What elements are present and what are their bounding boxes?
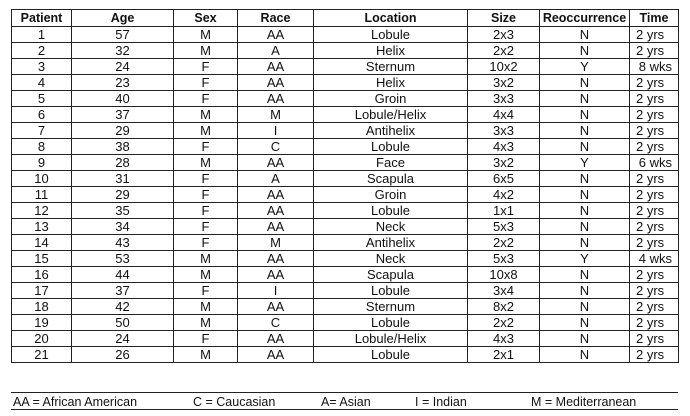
col-race-cell: AA	[238, 251, 314, 267]
col-reoccurrence-cell: N	[540, 123, 630, 139]
col-time-cell: 2 yrs	[630, 203, 679, 219]
col-race-cell: I	[238, 283, 314, 299]
col-race-cell: A	[238, 43, 314, 59]
col-location-header: Location	[314, 10, 468, 27]
col-location-cell: Lobule	[314, 139, 468, 155]
col-age-cell: 42	[72, 299, 174, 315]
col-time-cell: 2 yrs	[630, 299, 679, 315]
table-row	[12, 171, 679, 187]
col-size-cell: 5x3	[468, 219, 540, 235]
col-sex-cell: M	[174, 123, 238, 139]
col-size-cell: 3x2	[468, 155, 540, 171]
col-location-cell: Scapula	[314, 171, 468, 187]
col-sex-cell: M	[174, 107, 238, 123]
col-patient-cell: 9	[12, 155, 72, 171]
col-location-cell: Helix	[314, 43, 468, 59]
col-time-cell: 2 yrs	[630, 139, 679, 155]
col-sex-cell: F	[174, 219, 238, 235]
col-patient-cell: 17	[12, 283, 72, 299]
col-race-cell: AA	[238, 219, 314, 235]
table-row	[12, 75, 679, 91]
col-location-cell: Lobule	[314, 347, 468, 363]
legend-caucasian: C = Caucasian	[193, 395, 276, 409]
col-size-header: Size	[468, 10, 540, 27]
col-reoccurrence-cell: N	[540, 235, 630, 251]
table-row	[12, 219, 679, 235]
col-reoccurrence-cell: N	[540, 107, 630, 123]
col-sex-cell: F	[174, 203, 238, 219]
col-size-cell: 2x1	[468, 347, 540, 363]
col-reoccurrence-cell: N	[540, 43, 630, 59]
col-race-cell: AA	[238, 91, 314, 107]
col-age-cell: 37	[72, 283, 174, 299]
col-size-cell: 2x3	[468, 27, 540, 43]
col-location-cell: Lobule	[314, 27, 468, 43]
col-age-cell: 23	[72, 75, 174, 91]
col-age-cell: 57	[72, 27, 174, 43]
col-time-cell: 2 yrs	[630, 187, 679, 203]
col-race-header: Race	[238, 10, 314, 27]
race-legend	[11, 392, 678, 410]
col-age-cell: 29	[72, 123, 174, 139]
col-age-cell: 44	[72, 267, 174, 283]
col-sex-cell: F	[174, 91, 238, 107]
col-location-cell: Neck	[314, 251, 468, 267]
table-row	[12, 235, 679, 251]
header-row	[12, 10, 679, 27]
col-time-cell: 2 yrs	[630, 43, 679, 59]
legend-african-american: AA = African American	[13, 395, 138, 409]
patient-table	[11, 9, 679, 363]
col-age-cell: 32	[72, 43, 174, 59]
col-size-cell: 10x2	[468, 59, 540, 75]
table-row	[12, 251, 679, 267]
col-reoccurrence-header: Reoccurrence	[540, 10, 630, 27]
col-time-cell: 2 yrs	[630, 75, 679, 91]
col-time-cell: 6 wks	[630, 155, 679, 171]
col-time-cell: 2 yrs	[630, 315, 679, 331]
col-time-cell: 8 wks	[630, 59, 679, 75]
col-sex-cell: M	[174, 299, 238, 315]
col-reoccurrence-cell: N	[540, 219, 630, 235]
col-reoccurrence-cell: N	[540, 75, 630, 91]
col-race-cell: I	[238, 123, 314, 139]
col-patient-cell: 10	[12, 171, 72, 187]
col-size-cell: 5x3	[468, 251, 540, 267]
table-row	[12, 43, 679, 59]
col-race-cell: AA	[238, 27, 314, 43]
col-patient-cell: 8	[12, 139, 72, 155]
col-reoccurrence-cell: N	[540, 27, 630, 43]
col-race-cell: M	[238, 107, 314, 123]
col-time-cell: 2 yrs	[630, 283, 679, 299]
col-sex-cell: M	[174, 155, 238, 171]
col-patient-cell: 6	[12, 107, 72, 123]
col-reoccurrence-cell: N	[540, 283, 630, 299]
table-row	[12, 123, 679, 139]
col-race-cell: AA	[238, 347, 314, 363]
table-row	[12, 107, 679, 123]
col-age-cell: 26	[72, 347, 174, 363]
col-patient-cell: 12	[12, 203, 72, 219]
col-patient-cell: 15	[12, 251, 72, 267]
col-age-cell: 37	[72, 107, 174, 123]
col-location-cell: Lobule/Helix	[314, 107, 468, 123]
col-sex-cell: M	[174, 347, 238, 363]
col-sex-cell: F	[174, 171, 238, 187]
col-size-cell: 2x2	[468, 315, 540, 331]
col-race-cell: M	[238, 235, 314, 251]
col-age-cell: 40	[72, 91, 174, 107]
col-time-header: Time	[630, 10, 679, 27]
col-patient-cell: 21	[12, 347, 72, 363]
col-race-cell: AA	[238, 267, 314, 283]
col-reoccurrence-cell: Y	[540, 59, 630, 75]
legend-indian: I = Indian	[415, 395, 467, 409]
col-time-cell: 2 yrs	[630, 331, 679, 347]
col-reoccurrence-cell: N	[540, 299, 630, 315]
col-time-cell: 2 yrs	[630, 171, 679, 187]
col-location-cell: Antihelix	[314, 123, 468, 139]
col-size-cell: 2x2	[468, 235, 540, 251]
col-age-cell: 29	[72, 187, 174, 203]
col-location-cell: Lobule	[314, 283, 468, 299]
table-row	[12, 283, 679, 299]
col-patient-cell: 16	[12, 267, 72, 283]
col-location-cell: Face	[314, 155, 468, 171]
col-reoccurrence-cell: N	[540, 187, 630, 203]
legend-asian: A= Asian	[321, 395, 371, 409]
col-time-cell: 2 yrs	[630, 123, 679, 139]
table-row	[12, 331, 679, 347]
col-sex-cell: F	[174, 283, 238, 299]
col-sex-cell: F	[174, 75, 238, 91]
table-row	[12, 315, 679, 331]
col-patient-cell: 19	[12, 315, 72, 331]
table-row	[12, 203, 679, 219]
col-location-cell: Lobule	[314, 203, 468, 219]
col-age-cell: 53	[72, 251, 174, 267]
col-location-cell: Lobule/Helix	[314, 331, 468, 347]
col-age-header: Age	[72, 10, 174, 27]
col-reoccurrence-cell: N	[540, 315, 630, 331]
col-time-cell: 2 yrs	[630, 107, 679, 123]
col-time-cell: 2 yrs	[630, 235, 679, 251]
col-size-cell: 2x2	[468, 43, 540, 59]
col-patient-cell: 20	[12, 331, 72, 347]
col-time-cell: 2 yrs	[630, 219, 679, 235]
col-location-cell: Neck	[314, 219, 468, 235]
col-location-cell: Helix	[314, 75, 468, 91]
col-age-cell: 38	[72, 139, 174, 155]
col-race-cell: C	[238, 315, 314, 331]
col-patient-cell: 7	[12, 123, 72, 139]
col-reoccurrence-cell: N	[540, 203, 630, 219]
col-reoccurrence-cell: N	[540, 171, 630, 187]
col-patient-cell: 3	[12, 59, 72, 75]
col-time-cell: 2 yrs	[630, 91, 679, 107]
col-sex-cell: M	[174, 315, 238, 331]
col-patient-cell: 13	[12, 219, 72, 235]
col-age-cell: 24	[72, 331, 174, 347]
col-reoccurrence-cell: N	[540, 347, 630, 363]
col-sex-cell: M	[174, 43, 238, 59]
col-sex-cell: F	[174, 331, 238, 347]
col-location-cell: Sternum	[314, 59, 468, 75]
col-race-cell: AA	[238, 155, 314, 171]
col-sex-header: Sex	[174, 10, 238, 27]
table-row	[12, 187, 679, 203]
col-reoccurrence-cell: N	[540, 267, 630, 283]
col-age-cell: 50	[72, 315, 174, 331]
col-sex-cell: F	[174, 139, 238, 155]
col-size-cell: 3x3	[468, 91, 540, 107]
col-age-cell: 34	[72, 219, 174, 235]
col-sex-cell: M	[174, 267, 238, 283]
col-patient-cell: 2	[12, 43, 72, 59]
col-size-cell: 3x2	[468, 75, 540, 91]
col-location-cell: Sternum	[314, 299, 468, 315]
col-race-cell: A	[238, 171, 314, 187]
table-row	[12, 267, 679, 283]
col-time-cell: 4 wks	[630, 251, 679, 267]
col-race-cell: AA	[238, 203, 314, 219]
col-patient-cell: 11	[12, 187, 72, 203]
col-location-cell: Antihelix	[314, 235, 468, 251]
col-sex-cell: F	[174, 59, 238, 75]
col-patient-cell: 5	[12, 91, 72, 107]
col-size-cell: 3x3	[468, 123, 540, 139]
col-reoccurrence-cell: Y	[540, 155, 630, 171]
col-age-cell: 24	[72, 59, 174, 75]
col-age-cell: 35	[72, 203, 174, 219]
col-size-cell: 1x1	[468, 203, 540, 219]
table-row	[12, 59, 679, 75]
col-sex-cell: M	[174, 251, 238, 267]
col-location-cell: Groin	[314, 91, 468, 107]
col-race-cell: AA	[238, 187, 314, 203]
col-patient-cell: 14	[12, 235, 72, 251]
col-patient-cell: 18	[12, 299, 72, 315]
table-row	[12, 27, 679, 43]
col-size-cell: 3x4	[468, 283, 540, 299]
legend-mediterranean: M = Mediterranean	[531, 395, 637, 409]
col-location-cell: Groin	[314, 187, 468, 203]
col-age-cell: 31	[72, 171, 174, 187]
col-race-cell: AA	[238, 299, 314, 315]
table-row	[12, 299, 679, 315]
col-sex-cell: F	[174, 187, 238, 203]
col-race-cell: AA	[238, 59, 314, 75]
col-patient-cell: 1	[12, 27, 72, 43]
col-reoccurrence-cell: Y	[540, 251, 630, 267]
col-size-cell: 4x3	[468, 331, 540, 347]
col-race-cell: C	[238, 139, 314, 155]
col-sex-cell: M	[174, 27, 238, 43]
col-race-cell: AA	[238, 331, 314, 347]
col-time-cell: 2 yrs	[630, 347, 679, 363]
col-age-cell: 28	[72, 155, 174, 171]
col-reoccurrence-cell: N	[540, 331, 630, 347]
table-row	[12, 347, 679, 363]
col-location-cell: Scapula	[314, 267, 468, 283]
col-race-cell: AA	[238, 75, 314, 91]
col-reoccurrence-cell: N	[540, 91, 630, 107]
table-row	[12, 155, 679, 171]
col-time-cell: 2 yrs	[630, 267, 679, 283]
table-row	[12, 91, 679, 107]
col-age-cell: 43	[72, 235, 174, 251]
table-row	[12, 139, 679, 155]
col-sex-cell: F	[174, 235, 238, 251]
col-time-cell: 2 yrs	[630, 27, 679, 43]
table-body	[12, 27, 679, 363]
col-size-cell: 6x5	[468, 171, 540, 187]
col-size-cell: 4x3	[468, 139, 540, 155]
col-patient-cell: 4	[12, 75, 72, 91]
col-reoccurrence-cell: N	[540, 139, 630, 155]
col-size-cell: 4x2	[468, 187, 540, 203]
col-size-cell: 8x2	[468, 299, 540, 315]
col-location-cell: Lobule	[314, 315, 468, 331]
col-size-cell: 10x8	[468, 267, 540, 283]
col-size-cell: 4x4	[468, 107, 540, 123]
col-patient-header: Patient	[12, 10, 72, 27]
patient-table-container	[11, 9, 678, 363]
